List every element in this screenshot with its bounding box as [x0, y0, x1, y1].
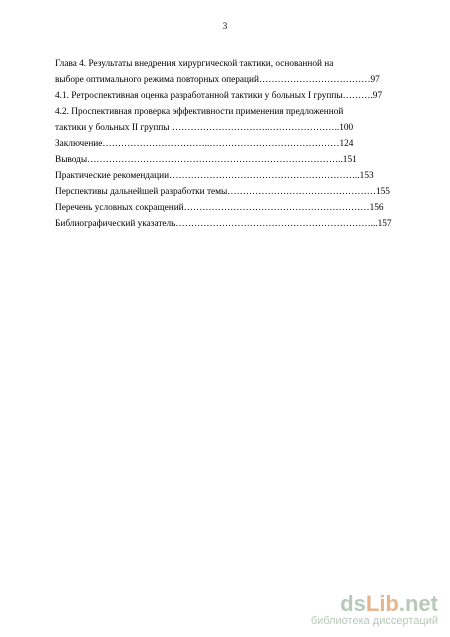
toc-practical-recommendations: Практические рекомендации……………………………………………………..153: [55, 171, 374, 181]
toc-abbreviations: Перечень условных сокращений……………………………………………………156: [55, 203, 384, 213]
dslib-logo: [311, 593, 438, 615]
toc-findings: Выводы………………………………………………………………………..151: [55, 155, 357, 165]
toc-section-4-2-line-2: тактики у больных II группы …………………………..…………………..100: [55, 123, 354, 133]
page-number: 3: [222, 21, 228, 31]
dslib-watermark: [311, 593, 438, 628]
logo-lib: Lib: [365, 591, 399, 616]
table-of-contents: [55, 58, 427, 230]
watermark-subtitle: библиотека диссертаций: [310, 615, 438, 627]
logo-net: .net: [398, 591, 438, 616]
toc-bibliography: Библиографический указатель………………………………………………………...157: [55, 219, 392, 229]
logo-ds: ds: [340, 591, 366, 616]
toc-conclusion: Заключение……………………………..……………………………………124: [55, 139, 354, 149]
toc-chapter-4-line-2: выборе оптимального режима повторных операций………………………………97: [55, 75, 380, 85]
toc-prospects: Перспективы дальнейшей разработки темы…………………………………………155: [55, 187, 390, 197]
toc-section-4-1: 4.1. Ретроспективная оценка разработанной тактики у больных I группы……….97: [55, 91, 383, 101]
toc-chapter-4-line-1: Глава 4. Результаты внедрения хирургической тактики, основанной на: [55, 59, 334, 69]
toc-section-4-2-line-1: 4.2. Проспективная проверка эффективности применения предложенной: [55, 107, 344, 117]
